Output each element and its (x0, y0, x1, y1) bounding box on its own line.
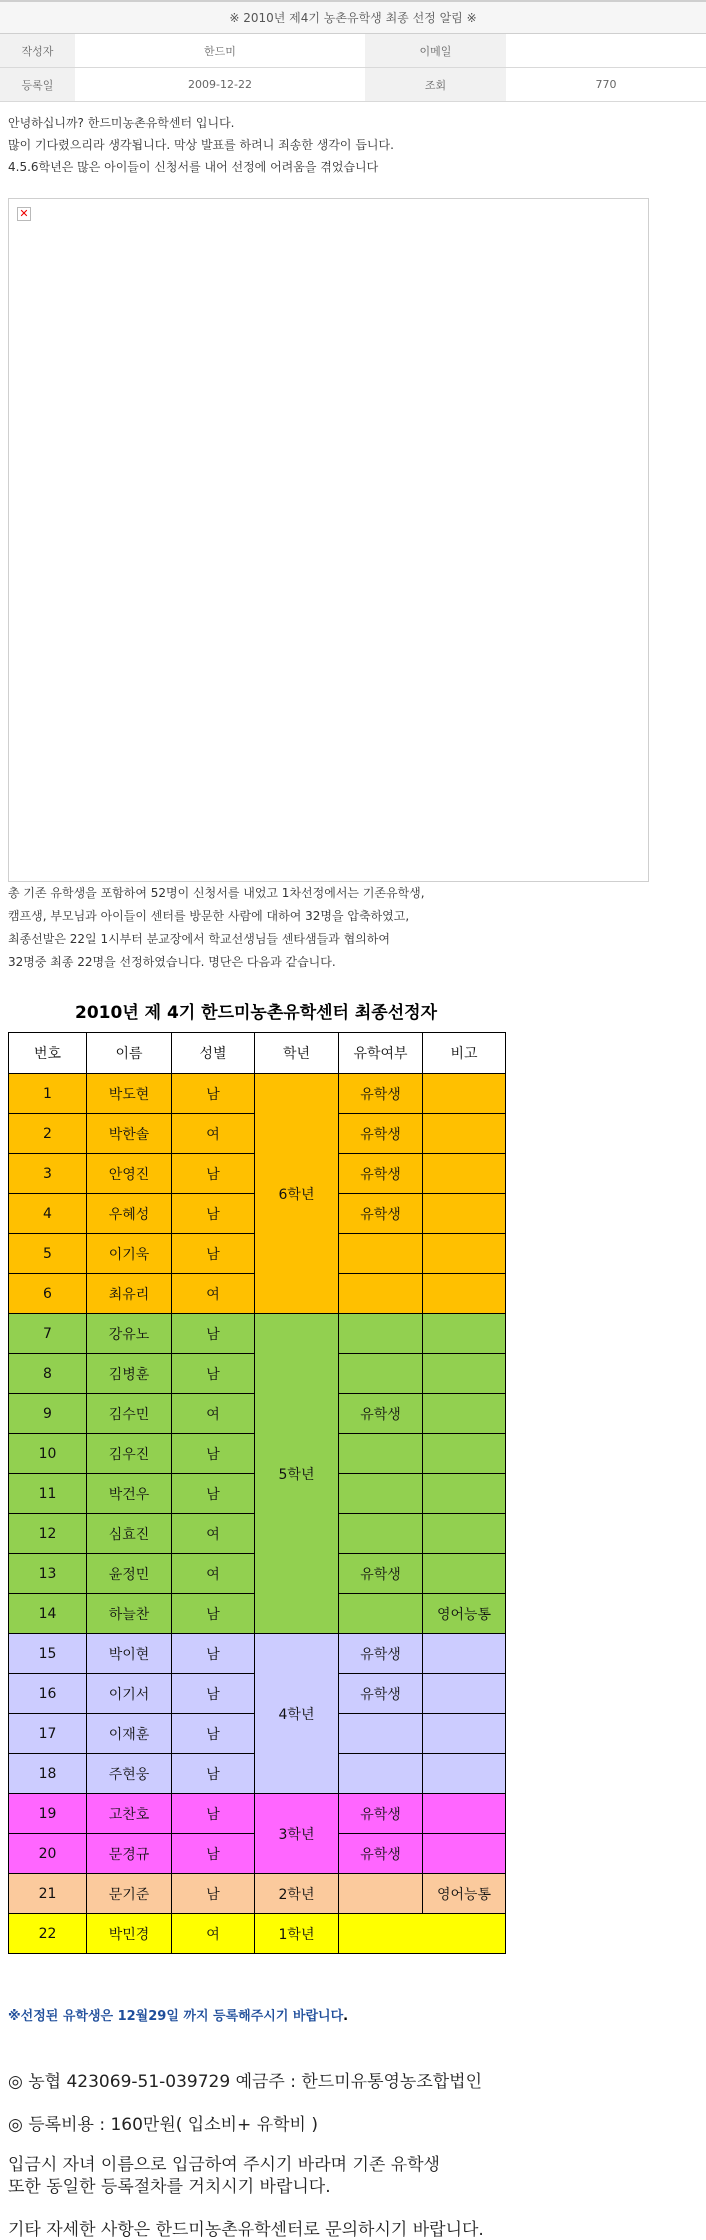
cell-gender: 남 (172, 1834, 255, 1874)
cell-no: 21 (9, 1874, 87, 1914)
cell-status (339, 1514, 423, 1554)
cell-name: 김수민 (87, 1394, 172, 1434)
cell-status (339, 1274, 423, 1314)
cell-gender: 남 (172, 1474, 255, 1514)
cell-note: 영어능통 (423, 1874, 506, 1914)
bank-info: ◎ 농협 423069-51-039729 예금주 : 한드미유통영농조합법인 (8, 2072, 483, 2092)
email-value[interactable] (506, 34, 706, 67)
cell-name: 박건우 (87, 1474, 172, 1514)
cell-name: 최유리 (87, 1274, 172, 1314)
cell-name: 강유노 (87, 1314, 172, 1354)
cell-no: 17 (9, 1714, 87, 1754)
cell-no: 10 (9, 1434, 87, 1474)
table-row (9, 1074, 506, 1114)
table-row (9, 1874, 506, 1914)
date-label: 등록일 (0, 68, 75, 101)
cell-no: 22 (9, 1914, 87, 1954)
selection-table (8, 1032, 506, 1954)
cell-no: 13 (9, 1554, 87, 1594)
cell-name: 박이현 (87, 1634, 172, 1674)
cell-no: 4 (9, 1194, 87, 1234)
cell-note (423, 1474, 506, 1514)
cell-name: 박도현 (87, 1074, 172, 1114)
cell-name: 문경규 (87, 1834, 172, 1874)
date-value: 2009-12-22 (188, 78, 252, 91)
cell-no: 3 (9, 1154, 87, 1194)
cell-name: 문기준 (87, 1874, 172, 1914)
cell-gender: 남 (172, 1314, 255, 1354)
cell-note (423, 1154, 506, 1194)
cell-no: 20 (9, 1834, 87, 1874)
cell-name: 안영진 (87, 1154, 172, 1194)
cell-status (339, 1714, 423, 1754)
cell-status: 유학생 (339, 1834, 423, 1874)
cell-no: 6 (9, 1274, 87, 1314)
cell-status (339, 1314, 423, 1354)
cell-gender: 남 (172, 1434, 255, 1474)
cell-gender: 남 (172, 1154, 255, 1194)
intro-line: 4.5.6학년은 많은 아이들이 신청서를 내어 선정에 어려움을 겪었습니다 (8, 160, 379, 174)
cell-grade: 3학년 (255, 1794, 339, 1874)
cell-status (339, 1594, 423, 1634)
cell-status (339, 1754, 423, 1794)
cell-status: 유학생 (339, 1554, 423, 1594)
cell-no: 1 (9, 1074, 87, 1114)
cell-grade: 5학년 (255, 1314, 339, 1634)
meta-row-author (0, 34, 706, 68)
cell-status: 유학생 (339, 1634, 423, 1674)
cell-status: 유학생 (339, 1154, 423, 1194)
cell-gender: 남 (172, 1594, 255, 1634)
author-label: 작성자 (0, 34, 75, 67)
cell-status (339, 1434, 423, 1474)
table-row (9, 1634, 506, 1674)
header-status: 유학여부 (339, 1033, 423, 1074)
cell-name: 김우진 (87, 1434, 172, 1474)
cell-no: 19 (9, 1794, 87, 1834)
cell-gender: 남 (172, 1874, 255, 1914)
cell-no: 14 (9, 1594, 87, 1634)
image-placeholder (8, 198, 649, 882)
cell-name: 이기서 (87, 1674, 172, 1714)
cell-note (423, 1634, 506, 1674)
cell-note (423, 1234, 506, 1274)
post-title: ※ 2010년 제4기 농촌유학생 최종 선정 알림 ※ (0, 0, 706, 34)
table-row (9, 1794, 506, 1834)
cell-gender: 남 (172, 1634, 255, 1674)
cell-no: 7 (9, 1314, 87, 1354)
cell-name: 우혜성 (87, 1194, 172, 1234)
cell-note (423, 1834, 506, 1874)
cell-no: 2 (9, 1114, 87, 1154)
cell-name: 고찬호 (87, 1794, 172, 1834)
cell-name: 이재훈 (87, 1714, 172, 1754)
deposit-line-1: 입금시 자녀 이름으로 입금하여 주시기 바라며 기존 유학생 (8, 2155, 440, 2175)
cell-name: 박한솔 (87, 1114, 172, 1154)
cell-no: 15 (9, 1634, 87, 1674)
header-no: 번호 (9, 1033, 87, 1074)
table-row (9, 1314, 506, 1354)
cell-grade: 4학년 (255, 1634, 339, 1794)
cell-note (423, 1074, 506, 1114)
body-line: 최종선발은 22일 1시부터 분교장에서 학교선생님들 센타샘들과 협의하여 (8, 932, 390, 946)
cell-gender: 남 (172, 1074, 255, 1114)
cell-status (339, 1234, 423, 1274)
cell-name: 윤정민 (87, 1554, 172, 1594)
cell-no: 18 (9, 1754, 87, 1794)
cell-status: 유학생 (339, 1114, 423, 1154)
cell-name: 이기욱 (87, 1234, 172, 1274)
body-line: 총 기존 유학생을 포함하여 52명이 신청서를 내었고 1차선정에서는 기존유학생, (8, 886, 425, 900)
cell-gender: 남 (172, 1714, 255, 1754)
intro-line: 안녕하십니까? 한드미농촌유학센터 입니다. (8, 116, 235, 130)
cell-note (423, 1794, 506, 1834)
cell-gender: 남 (172, 1674, 255, 1714)
email-label: 이메일 (365, 34, 506, 67)
cell-status (339, 1354, 423, 1394)
cell-empty (339, 1914, 506, 1954)
cell-gender: 여 (172, 1514, 255, 1554)
fee-info: ◎ 등록비용 : 160만원( 입소비+ 유학비 ) (8, 2115, 319, 2135)
author-value: 한드미 (204, 44, 236, 58)
cell-gender: 여 (172, 1274, 255, 1314)
cell-grade: 6학년 (255, 1074, 339, 1314)
cell-note (423, 1674, 506, 1714)
cell-status (339, 1874, 423, 1914)
deposit-line-2: 또한 동일한 등록절차를 거치시기 바랍니다. (8, 2177, 331, 2197)
cell-status: 유학생 (339, 1794, 423, 1834)
body-line: 32명중 최종 22명을 선정하였습니다. 명단은 다음과 같습니다. (8, 955, 336, 969)
cell-no: 11 (9, 1474, 87, 1514)
cell-gender: 여 (172, 1114, 255, 1154)
cell-no: 9 (9, 1394, 87, 1434)
cell-note: 영어능통 (423, 1594, 506, 1634)
header-gender: 성별 (172, 1033, 255, 1074)
broken-image-icon: ✕ (17, 207, 31, 221)
cell-no: 5 (9, 1234, 87, 1274)
cell-note (423, 1394, 506, 1434)
intro-line: 많이 기다렸으리라 생각됩니다. 막상 발표를 하려니 죄송한 생각이 듭니다. (8, 138, 394, 152)
cell-status: 유학생 (339, 1394, 423, 1434)
table-row (9, 1914, 506, 1954)
cell-no: 8 (9, 1354, 87, 1394)
cell-note (423, 1434, 506, 1474)
header-grade: 학년 (255, 1033, 339, 1074)
cell-status (339, 1474, 423, 1514)
cell-note (423, 1714, 506, 1754)
cell-name: 박민경 (87, 1914, 172, 1954)
cell-name: 김병훈 (87, 1354, 172, 1394)
cell-note (423, 1554, 506, 1594)
cell-no: 16 (9, 1674, 87, 1714)
table-header-row (9, 1033, 506, 1074)
cell-gender: 남 (172, 1794, 255, 1834)
cell-note (423, 1514, 506, 1554)
cell-gender: 남 (172, 1754, 255, 1794)
intro-text (8, 112, 394, 178)
inquiry-line: 기타 자세한 사항은 한드미농촌유학센터로 문의하시기 바랍니다. (8, 2220, 484, 2240)
cell-note (423, 1114, 506, 1154)
cell-gender: 여 (172, 1554, 255, 1594)
cell-gender: 남 (172, 1234, 255, 1274)
cell-name: 심효진 (87, 1514, 172, 1554)
meta-row-date (0, 68, 706, 102)
cell-no: 12 (9, 1514, 87, 1554)
notice-text: ※선정된 유학생은 12월29일 까지 등록해주시기 바랍니다 (8, 2009, 344, 2024)
cell-gender: 남 (172, 1354, 255, 1394)
views-value: 770 (595, 78, 617, 91)
header-name: 이름 (87, 1033, 172, 1074)
body-text (8, 882, 425, 974)
cell-note (423, 1194, 506, 1234)
views-label: 조회 (365, 68, 506, 101)
cell-status: 유학생 (339, 1074, 423, 1114)
cell-name: 하늘찬 (87, 1594, 172, 1634)
cell-status: 유학생 (339, 1194, 423, 1234)
body-line: 캠프생, 부모님과 아이들이 센터를 방문한 사람에 대하여 32명을 압축하였고, (8, 909, 410, 923)
cell-note (423, 1754, 506, 1794)
cell-gender: 여 (172, 1394, 255, 1434)
cell-note (423, 1274, 506, 1314)
table-title: 2010년 제 4기 한드미농촌유학센터 최종선정자 (75, 1003, 437, 1023)
cell-note (423, 1314, 506, 1354)
cell-grade: 1학년 (255, 1914, 339, 1954)
cell-status: 유학생 (339, 1674, 423, 1714)
cell-gender: 남 (172, 1194, 255, 1234)
cell-note (423, 1354, 506, 1394)
cell-name: 주현웅 (87, 1754, 172, 1794)
cell-gender: 여 (172, 1914, 255, 1954)
header-note: 비고 (423, 1033, 506, 1074)
notice-period: . (343, 2009, 349, 2024)
cell-grade: 2학년 (255, 1874, 339, 1914)
registration-notice (8, 2005, 348, 2024)
